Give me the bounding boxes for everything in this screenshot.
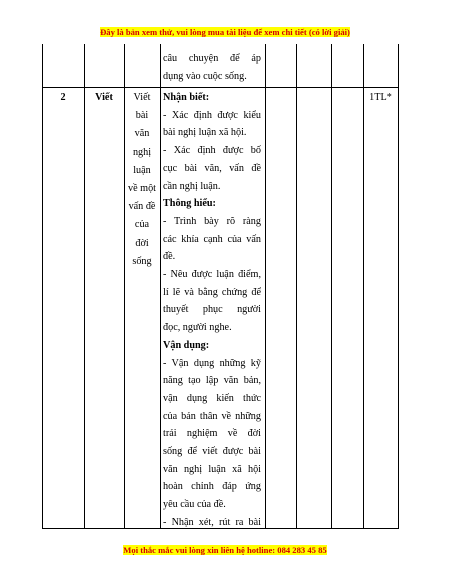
- content-line: các khía cạnh của vấn: [163, 233, 261, 245]
- content-line: của bản thân về những: [163, 410, 261, 422]
- content-line: yêu cầu của đề.: [163, 499, 226, 511]
- level-heading: Vận dụng:: [163, 339, 210, 351]
- question-count-cell: 1TL*: [369, 92, 392, 103]
- unit-line: vấn đề: [128, 201, 156, 213]
- unit-line: bài: [135, 110, 149, 122]
- content-line: - Vận dụng những kỹ: [163, 357, 261, 369]
- content-line: trải nghiệm về đời: [163, 428, 261, 440]
- content-line: - Xác định được kiểu: [163, 109, 261, 121]
- table-border-left: [42, 44, 43, 529]
- table-divider: [296, 44, 297, 529]
- unit-line: nghị: [132, 146, 152, 158]
- table-divider: [265, 44, 266, 529]
- table-divider: [331, 44, 332, 529]
- content-line: cục bài văn, vấn đề: [163, 162, 261, 174]
- content-line: - Nhận xét, rút ra bài: [163, 516, 261, 528]
- unit-line: Viết: [133, 92, 151, 103]
- table-border-right: [398, 44, 399, 529]
- content-line: hoàn chỉnh đáp ứng: [163, 481, 261, 493]
- unit-line: luận: [133, 164, 151, 176]
- content-line: lí lẽ và bằng chứng để: [163, 286, 261, 298]
- content-line: - Nêu được luận điểm,: [163, 269, 261, 280]
- level-heading: Nhận biết:: [163, 92, 210, 103]
- hotline-banner-text: Mọi thắc mắc vui lòng xin liên hệ hotline: 084 283 45 85: [123, 545, 327, 555]
- content-line: thuyết phục người: [163, 304, 261, 316]
- hotline-banner: [0, 545, 450, 555]
- content-line: sống để viết được bài: [163, 446, 261, 457]
- content-line: văn nghị luận xã hội: [163, 463, 261, 475]
- unit-line: về một: [127, 183, 156, 195]
- content-line: đề.: [163, 251, 176, 263]
- content-line: dụng vào cuộc sống.: [163, 71, 247, 82]
- content-line: vận dụng kiến thức: [163, 392, 261, 404]
- content-line: câu chuyện để áp: [163, 53, 261, 64]
- preview-banner-text: Đây là bản xem thử, vui lòng mua tài liệu để xem chi tiết (có lời giải): [100, 27, 350, 37]
- level-heading: Thông hiểu:: [163, 198, 216, 210]
- unit-line: của: [134, 219, 150, 231]
- content-line: năng tạo lập văn bản,: [163, 375, 261, 387]
- row-index: 2: [60, 92, 66, 103]
- content-line: bài nghị luận xã hội.: [163, 127, 247, 139]
- table-divider: [363, 44, 364, 529]
- content-line: đọc, người nghe.: [163, 322, 232, 334]
- preview-banner: [0, 27, 450, 37]
- unit-line: sống: [132, 255, 152, 267]
- row-separator: [42, 87, 399, 88]
- table-divider: [84, 44, 85, 529]
- skill-cell: Viết: [95, 92, 113, 103]
- content-line: cần nghị luận.: [163, 180, 221, 192]
- unit-line: đời: [135, 237, 149, 249]
- table-divider: [160, 44, 161, 529]
- content-line: - Xác định được bố: [163, 145, 261, 157]
- unit-line: văn: [134, 128, 150, 140]
- content-line: - Trình bày rõ ràng: [163, 215, 261, 227]
- unit-cell: [124, 89, 160, 271]
